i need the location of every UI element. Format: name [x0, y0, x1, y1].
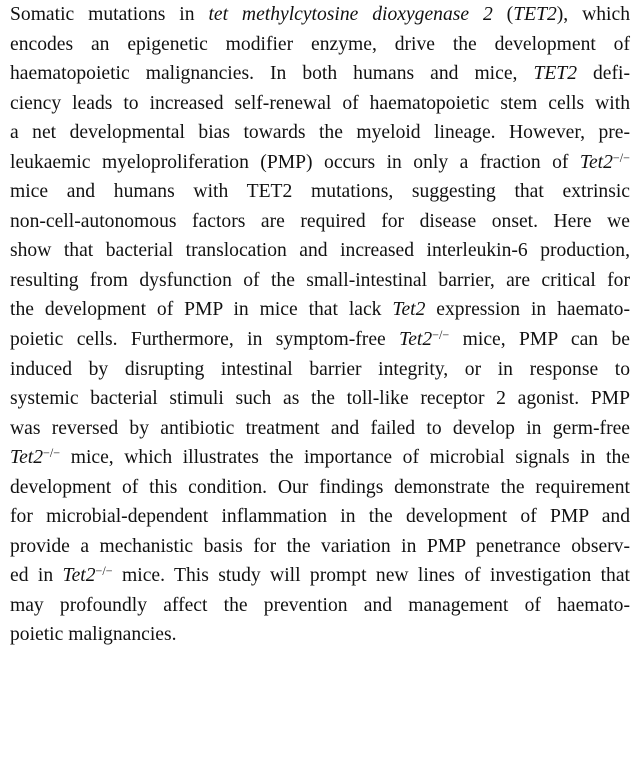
- italic-run: Tet2: [62, 565, 96, 587]
- text-run: systemic bacterial stimuli such as the toll-like receptor 2 agonist. PMP: [10, 388, 630, 410]
- text-run: Somatic mutations in: [10, 4, 209, 25]
- text-line: [10, 502, 630, 532]
- italic-run: Tet2: [392, 299, 426, 321]
- text-run: encodes an epigenetic modifier enzyme, drive the development of: [10, 33, 630, 55]
- text-line: [10, 236, 630, 266]
- text-line: [10, 295, 630, 325]
- text-line: [10, 591, 630, 621]
- text-run: ), which: [556, 4, 630, 25]
- text-run: mice and humans with TET2 mutations, suggesting that extrinsic: [10, 181, 630, 203]
- text-line: [10, 266, 630, 296]
- superscript-run: −/−: [432, 327, 450, 342]
- superscript-run: −/−: [43, 446, 61, 461]
- text-run: poietic malignancies.: [10, 624, 177, 646]
- text-run: mice. This study will prompt new lines of investigation that: [112, 565, 630, 587]
- text-run: resulting from dysfunction of the small-intestinal barrier, are critical for: [10, 269, 630, 291]
- text-run: may profoundly affect the prevention and management of haemato-: [10, 594, 630, 616]
- italic-run: Tet2: [579, 151, 613, 173]
- text-run: was reversed by antibiotic treatment and failed to develop in germ-free: [10, 417, 630, 439]
- text-run: mice, which illustrates the importance of microbial signals in the: [60, 447, 630, 469]
- text-line: [10, 443, 630, 473]
- text-line: [10, 0, 630, 30]
- text-line: [10, 118, 630, 148]
- italic-run: Tet2: [10, 447, 44, 469]
- italic-run: TET2: [513, 4, 557, 25]
- text-run: ed in: [10, 565, 63, 587]
- text-line: [10, 620, 630, 650]
- text-line: [10, 177, 630, 207]
- text-run: non-cell-autonomous factors are required for disease onset. Here we: [10, 210, 630, 232]
- text-line: [10, 414, 630, 444]
- text-line: [10, 59, 630, 89]
- italic-run: TET2: [533, 63, 577, 85]
- text-run: ciency leads to increased self-renewal of haematopoietic stem cells with: [10, 92, 630, 114]
- italic-run: Tet2: [399, 329, 433, 351]
- text-line: [10, 30, 630, 60]
- text-run: mice, PMP can be: [449, 329, 630, 351]
- superscript-run: −/−: [95, 564, 113, 579]
- text-line: [10, 207, 630, 237]
- text-run: (: [492, 4, 514, 25]
- text-run: the development of PMP in mice that lack: [10, 299, 393, 321]
- text-line: [10, 325, 630, 355]
- text-run: haematopoietic malignancies. In both humans and mice,: [10, 63, 534, 85]
- italic-run: tet methylcytosine dioxygenase 2: [208, 4, 493, 25]
- text-line: [10, 532, 630, 562]
- text-run: provide a mechanistic basis for the variation in PMP penetrance observ-: [10, 535, 630, 557]
- text-run: development of this condition. Our findings demonstrate the requirement: [10, 476, 630, 498]
- text-line: [10, 384, 630, 414]
- text-run: expression in haemato-: [425, 299, 630, 321]
- text-line: [10, 473, 630, 503]
- text-run: show that bacterial translocation and increased interleukin-6 production,: [10, 240, 630, 262]
- text-line: [10, 89, 630, 119]
- text-run: induced by disrupting intestinal barrier integrity, or in response to: [10, 358, 630, 380]
- text-line: [10, 355, 630, 385]
- text-run: poietic cells. Furthermore, in symptom-free: [10, 329, 400, 351]
- text-run: a net developmental bias towards the myeloid lineage. However, pre-: [10, 122, 630, 144]
- text-run: for microbial-dependent inflammation in the development of PMP and: [10, 506, 630, 528]
- text-line: [10, 148, 630, 178]
- superscript-run: −/−: [612, 150, 630, 165]
- text-line: [10, 561, 630, 591]
- abstract-paragraph: [10, 0, 630, 650]
- text-run: leukaemic myeloproliferation (PMP) occurs in only a fraction of: [10, 151, 580, 173]
- text-run: defi-: [577, 63, 631, 85]
